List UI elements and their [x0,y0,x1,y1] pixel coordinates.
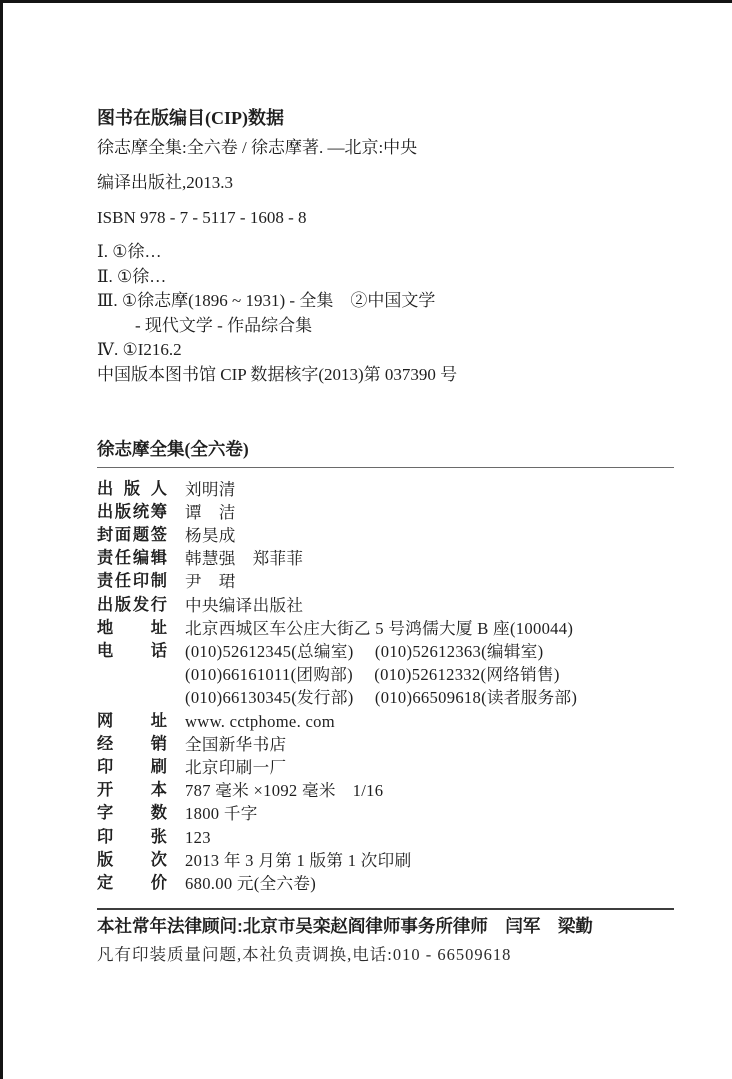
cip-record-number: 中国版本图书馆 CIP 数据核字(2013)第 037390 号 [97,364,458,384]
book-title: 徐志摩全集(全六卷) [97,438,249,459]
row-label: 责任印制 [97,572,167,591]
row-word-count [97,802,674,825]
row-label: 经销 [97,734,167,753]
cip-publication-line-2: 编译出版社,2013.3 [97,173,233,192]
row-publication-coordinator [97,501,674,524]
row-phone-1 [97,640,674,663]
footer-block [97,910,674,968]
row-value: 全国新华书店 [185,734,287,754]
row-value: (010)66161011(团购部) (010)52612332(网络销售) [185,665,560,685]
row-publisher-person [97,478,674,501]
colophon-rows [97,478,674,896]
row-printed-sheets [97,826,674,849]
row-price [97,872,674,895]
row-value: 北京印刷一厂 [185,758,287,777]
row-address [97,617,674,640]
row-label: 电话 [97,641,167,660]
row-label: 网址 [97,711,167,730]
row-label: 出版统筹 [97,502,167,521]
cip-class-line-1: Ⅰ. ①徐… [97,242,162,261]
row-value: 787 毫米 ×1092 毫米 1/16 [185,781,384,801]
row-value: 2013 年 3 月第 1 版第 1 次印刷 [185,850,412,870]
row-value: 刘明清 [185,479,236,499]
title-divider [97,467,674,468]
cip-class-line-3-continuation: - 现代文学 - 作品综合集 [135,315,313,335]
row-website [97,710,674,733]
row-label: 出版发行 [97,595,167,614]
row-publisher [97,594,674,617]
row-label: 字数 [97,804,167,823]
row-value: 谭 洁 [185,502,236,522]
row-label: 印张 [97,827,167,846]
scan-edge-left [0,0,3,1079]
row-cover-inscription [97,524,674,547]
row-value: 680.00 元(全六卷) [185,874,317,894]
row-value: 韩慧强 郑菲菲 [185,549,304,569]
row-label: 印刷 [97,758,167,776]
row-label: 定价 [97,874,167,893]
row-label: 封面题签 [97,525,167,544]
row-edition [97,849,674,872]
cip-publication-line-1: 徐志摩全集:全六卷 / 徐志摩著. —北京:中央 [97,138,418,157]
row-value: 杨昊成 [185,525,236,545]
row-label [97,663,167,686]
row-distribution [97,733,674,756]
row-value: (010)66130345(发行部) (010)66509618(读者服务部) [185,688,578,708]
row-format [97,779,674,802]
row-responsible-printer [97,570,674,593]
scan-edge-top [0,0,732,3]
row-value: www. cctphome. com [185,711,335,731]
legal-advisor-line: 本社常年法律顾问:北京市吴栾赵阎律师事务所律师 闫军 梁勤 [97,916,593,937]
row-label: 责任编辑 [97,549,167,568]
row-value: 中央编译出版社 [185,595,304,615]
row-phone-2 [97,663,674,686]
row-label: 版次 [97,850,167,869]
cip-class-line-3: Ⅲ. ①徐志摩(1896 ~ 1931) - 全集 ②中国文学 [97,291,436,311]
quality-notice-line: 凡有印装质量问题,本社负责调换,电话:010 - 66509618 [97,945,512,965]
row-value: 123 [185,827,211,847]
row-label: 地址 [97,618,167,637]
cip-heading: 图书在版编目(CIP)数据 [97,108,284,128]
cip-block [97,106,674,388]
row-value: (010)52612345(总编室) (010)52612363(编辑室) [185,641,544,661]
row-responsible-editor [97,547,674,570]
isbn-line: ISBN 978 - 7 - 5117 - 1608 - 8 [97,208,307,227]
row-label: 出版人 [97,479,167,498]
cip-classification [97,240,674,388]
row-value: 1800 千字 [185,804,258,824]
row-value: 北京西城区车公庄大街乙 5 号鸿儒大厦 B 座(100044) [185,618,574,638]
cip-class-line-4: Ⅳ. ①I216.2 [97,340,182,360]
colophon-block [97,438,674,896]
row-label [97,686,167,709]
row-phone-3 [97,686,674,709]
row-value: 尹 珺 [185,572,236,592]
row-printing-house [97,756,674,779]
cip-class-line-2: Ⅱ. ①徐… [97,266,167,286]
row-label: 开本 [97,781,167,800]
